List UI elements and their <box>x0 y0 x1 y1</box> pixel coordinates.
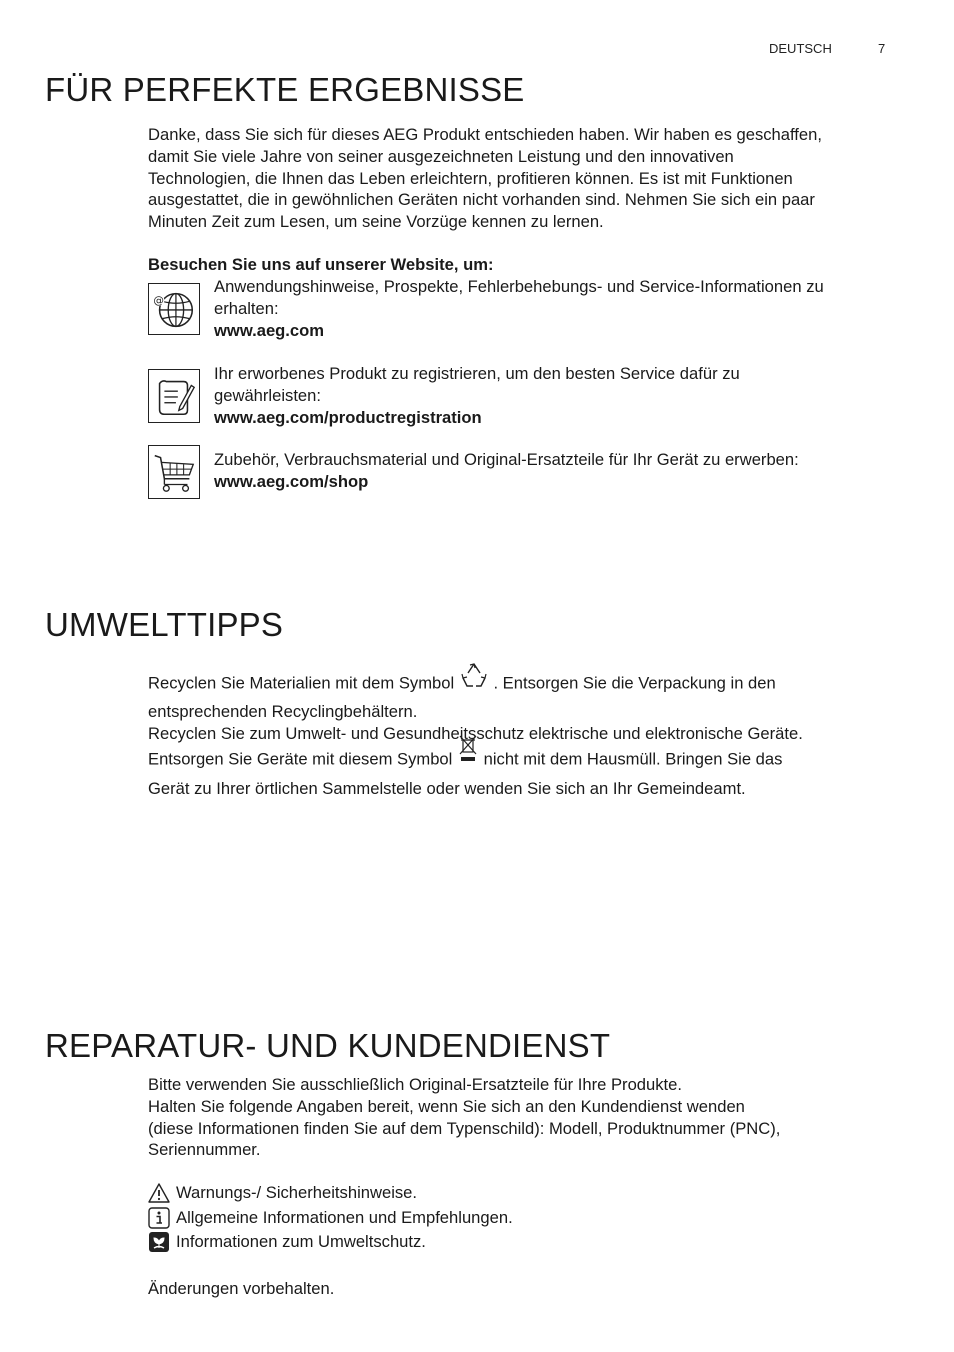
disposal-line-2: Gerät zu Ihrer örtlichen Sammelstelle oder wenden Sie sich an Ihr Gemeindeamt. <box>148 778 746 798</box>
item-text: Zubehör, Verbrauchsmaterial und Original-Ersatzteile für Ihr Gerät zu erwerben: <box>214 450 799 469</box>
warning-icon <box>148 1182 170 1204</box>
legend-label: Informationen zum Umweltschutz. <box>176 1232 426 1251</box>
environment-icon <box>148 1231 170 1253</box>
intro-line: Technologien, die Ihnen das Leben erleichtern, profitieren können. Es ist mit Funktionen <box>148 168 793 188</box>
disposal-text: nicht mit dem Hausmüll. Bringen Sie das <box>483 749 783 769</box>
service-line: (diese Informationen finden Sie auf dem Typenschild): Modell, Produktnummer (PNC), <box>148 1118 781 1138</box>
section-title-service: REPARATUR- UND KUNDENDIENST <box>45 1027 611 1064</box>
legend-warning <box>148 1182 417 1204</box>
service-line: Seriennummer. <box>148 1140 261 1160</box>
section-title-environment: UMWELTTIPPS <box>45 606 284 643</box>
legend-label: Allgemeine Informationen und Empfehlungen. <box>176 1208 513 1227</box>
page-number: 7 <box>878 41 886 56</box>
service-line: Halten Sie folgende Angaben bereit, wenn Sie sich an den Kundendienst wenden <box>148 1096 745 1116</box>
item-shop <box>214 449 904 493</box>
disposal-text: Entsorgen Sie Geräte mit diesem Symbol <box>148 749 453 769</box>
recycle-text: Recyclen Sie Materialien mit dem Symbol <box>148 673 455 693</box>
svg-text:@: @ <box>153 295 164 308</box>
item-registration <box>214 363 904 428</box>
website-link[interactable]: www.aeg.com <box>214 320 325 340</box>
item-text: Anwendungshinweise, Prospekte, Fehlerbehebungs- und Service-Informationen zu <box>214 277 824 296</box>
recycle-paragraph <box>148 667 908 744</box>
header-language: DEUTSCH <box>769 41 832 56</box>
footer-note: Änderungen vorbehalten. <box>148 1279 335 1298</box>
recycle-line-1 <box>148 667 908 701</box>
disposal-paragraph <box>148 742 908 800</box>
legend-label: Warnungs-/ Sicherheitshinweise. <box>176 1183 418 1202</box>
shopping-cart-icon <box>148 445 200 499</box>
visit-heading: Besuchen Sie uns auf unserer Website, um: <box>148 255 494 274</box>
intro-line: Danke, dass Sie sich für dieses AEG Produkt entschieden haben. Wir haben es geschaffen, <box>148 125 822 144</box>
intro-line: damit Sie viele Jahre von seiner ausgezeichneten Leistung und den innovativen <box>148 146 734 166</box>
item-text: gewährleisten: <box>214 385 322 405</box>
intro-line: Minuten Zeit zum Lesen, um seine Vorzüge kennen zu lernen. <box>148 212 604 232</box>
recycle-icon <box>459 661 489 695</box>
shop-link[interactable]: www.aeg.com/shop <box>214 471 369 491</box>
item-text: erhalten: <box>214 298 279 318</box>
registration-link[interactable]: www.aeg.com/productregistration <box>214 407 482 427</box>
item-website <box>214 276 904 341</box>
item-text: Ihr erworbenes Produkt zu registrieren, um den besten Service dafür zu <box>214 364 740 383</box>
globe-icon <box>148 283 200 335</box>
recycle-text: . Entsorgen Sie die Verpackung in den <box>493 673 776 693</box>
disposal-line-1 <box>148 742 908 778</box>
recycle-line-2: entsprechenden Recyclingbehältern. <box>148 701 418 721</box>
legend-environment <box>148 1231 426 1253</box>
register-icon <box>148 369 200 423</box>
legend-info <box>148 1207 513 1229</box>
intro-paragraph <box>148 124 908 233</box>
crossed-bin-icon <box>457 734 479 770</box>
info-icon <box>148 1207 170 1229</box>
service-paragraph <box>148 1074 908 1161</box>
recycle-line-3: Recyclen Sie zum Umwelt- und Gesundheitsschutz elektrische und elektronische Geräte. <box>148 723 803 743</box>
section-title-results: FÜR PERFEKTE ERGEBNISSE <box>45 71 525 108</box>
service-line: Bitte verwenden Sie ausschließlich Original-Ersatzteile für Ihre Produkte. <box>148 1075 683 1094</box>
intro-line: ausgestattet, die in gewöhnlichen Geräten nicht vorhanden sind. Nehmen Sie sich ein paar <box>148 190 815 210</box>
